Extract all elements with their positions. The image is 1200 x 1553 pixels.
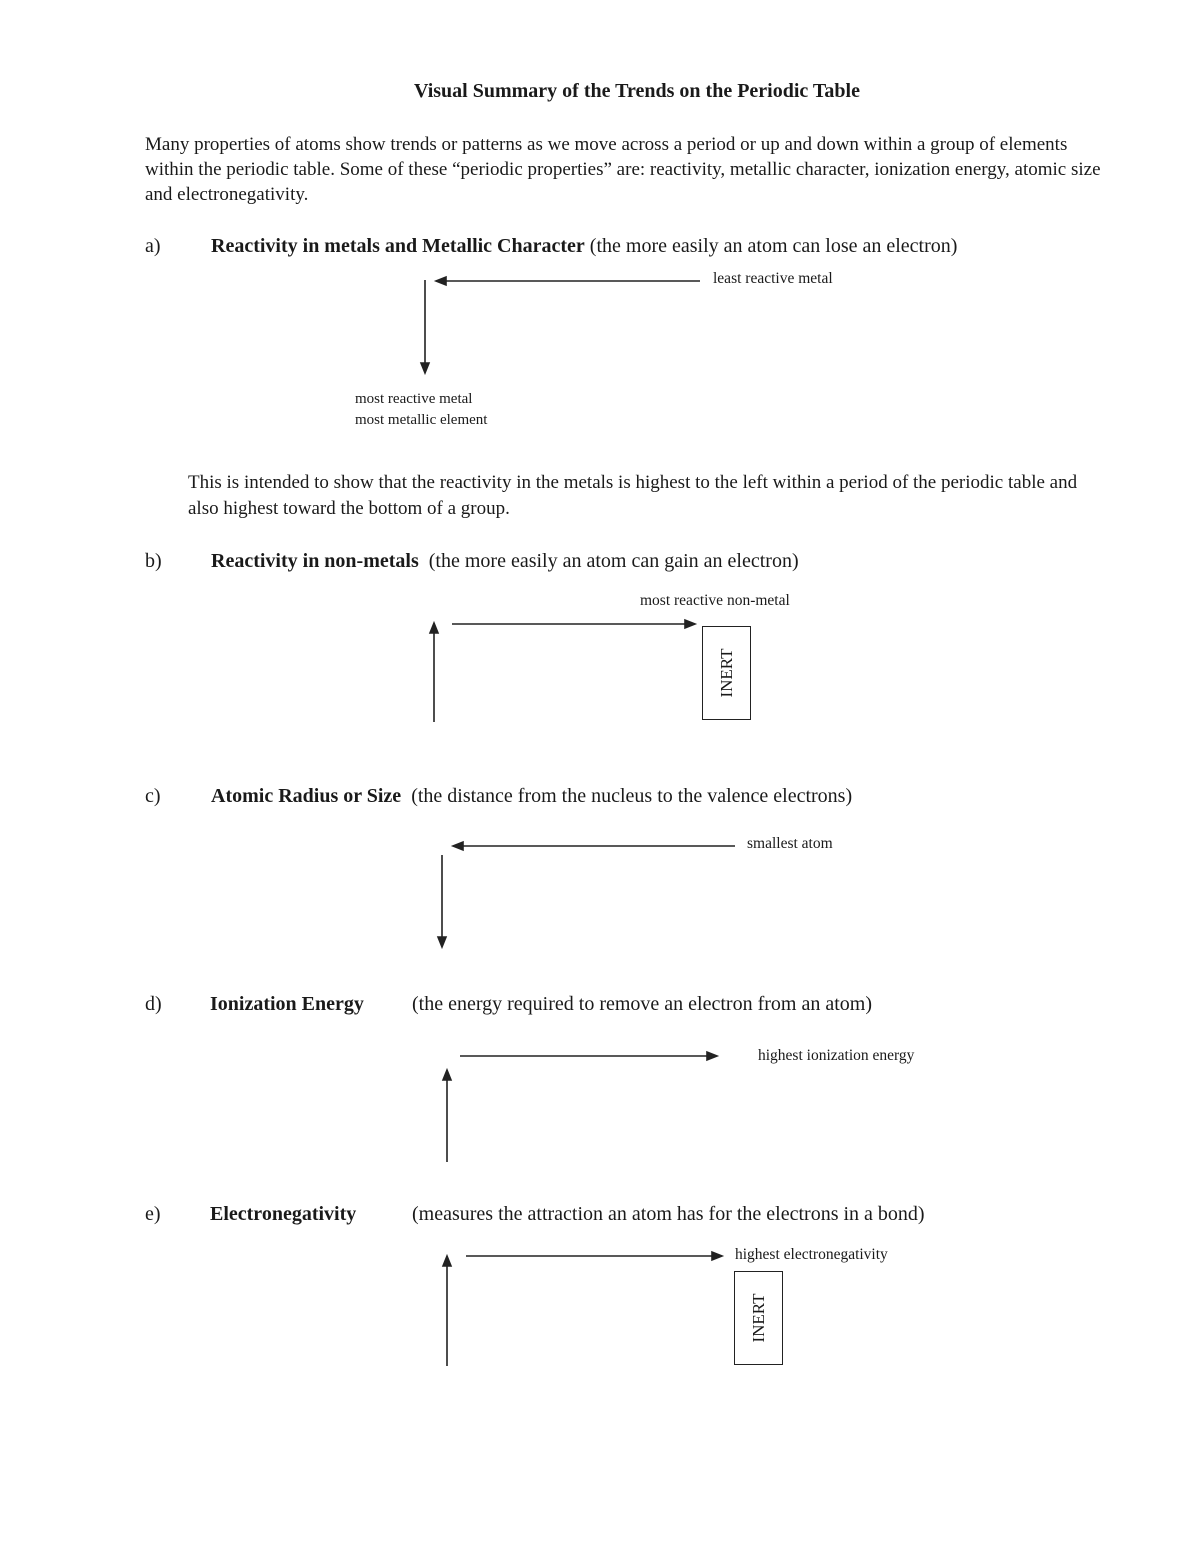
intro-paragraph: Many properties of atoms show trends or patterns as we move across a period or up and down within a group of elements within the periodic table. Some of these “periodic properties” are: reactivity, metallic character, ionization energy, atomic size and electronegativity. [145,134,1101,205]
section-a-letter: a) [145,235,161,257]
most-reactive-metal-label: most reactive metal [355,391,473,407]
arrow-a-vertical-head [421,363,429,373]
arrow-b-horizontal-head [685,620,695,628]
section-e-letter: e) [145,1203,161,1225]
smallest-atom-label: smallest atom [747,835,833,852]
arrow-b-vertical-head [430,623,438,633]
section-a-description: (the more easily an atom can lose an electron) [584,235,958,257]
arrow-d-vertical-head [443,1070,451,1080]
most-reactive-nonmetal-label: most reactive non-metal [640,592,790,609]
section-c-letter: c) [145,785,161,807]
highest-electronegativity-label: highest electronegativity [735,1246,888,1263]
inert-label-e: INERT [748,1293,768,1343]
inert-label-b: INERT [716,648,736,698]
arrow-e-horizontal-head [712,1252,722,1260]
arrow-c-vertical-head [438,937,446,947]
most-metallic-element-label: most metallic element [355,412,488,428]
arrow-c-horizontal-head [453,842,463,850]
section-d-letter: d) [145,993,162,1015]
section-d-title-text: Ionization Energy [210,993,364,1015]
section-a-title: Reactivity in metals and Metallic Character [211,235,585,257]
least-reactive-metal-label: least reactive metal [713,270,833,287]
section-e-description: (measures the attraction an atom has for the electrons in a bond) [412,1203,925,1225]
arrow-e-vertical-head [443,1256,451,1266]
page-title: Visual Summary of the Trends on the Periodic Table [414,80,860,102]
highest-ionization-energy-label: highest ionization energy [758,1047,915,1064]
section-b-title: Reactivity in non-metals [211,550,419,572]
section-c-description: (the distance from the nucleus to the valence electrons) [401,785,853,807]
arrow-a-horizontal-head [436,277,446,285]
section-e-title-text: Electronegativity [210,1203,357,1225]
section-b-description: (the more easily an atom can gain an electron) [418,550,799,572]
arrow-d-horizontal-head [707,1052,717,1060]
section-c-title: Atomic Radius or Size [211,785,402,807]
section-b-letter: b) [145,550,162,572]
section-d-description: (the energy required to remove an electron from an atom) [412,993,872,1015]
section-a-explanation: This is intended to show that the reactivity in the metals is highest to the left within a period of the periodic table and also highest toward the bottom of a group. [188,472,1078,519]
